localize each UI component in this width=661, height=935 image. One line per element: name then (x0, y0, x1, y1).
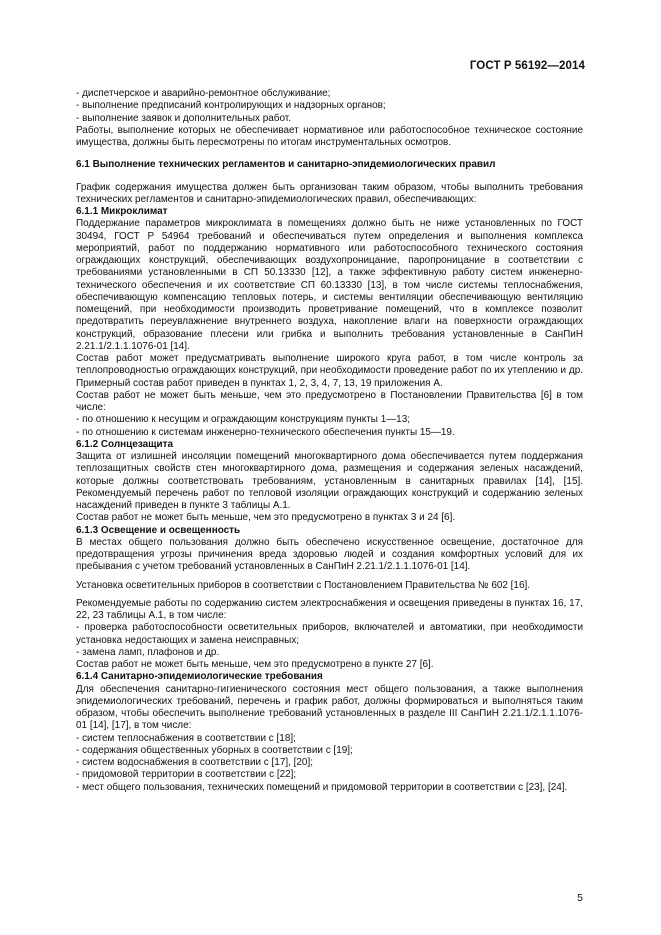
body-paragraph: - содержания общественных уборных в соответствии с [19]; (76, 744, 353, 756)
body-paragraph: - по отношению к системам инженерно-технического обеспечения пункты 15—19. (76, 426, 455, 438)
body-paragraph: - систем теплоснабжения в соответствии с [18]; (76, 732, 296, 744)
document-header-id: ГОСТ Р 56192—2014 (469, 60, 585, 72)
body-paragraph: - по отношению к несущим и ограждающим конструкциям пункты 1—13; (76, 414, 410, 426)
document-body (76, 88, 583, 794)
body-paragraph: - выполнение предписаний контролирующих и надзорных органов; (76, 100, 386, 112)
body-paragraph: Состав работ может предусматривать выполнение широкого круга работ, в том числе контроль за теплопроводностью ограждающих конструкций, при необходимости проведение работ по их утеплению и др. Примерный состав работ приведен в пунктах 1, 2, 3, 4, 7, 13, 19 приложения А. (76, 353, 583, 389)
body-paragraph: Установка осветительных приборов в соответствии с Постановлением Правительства № 602 [16]. (76, 579, 531, 591)
body-paragraph: - замена ламп, плафонов и др. (76, 646, 220, 658)
section-heading: 6.1.2 Солнцезащита (76, 438, 174, 450)
body-paragraph: - проверка работоспособности осветительных приборов, включателей и автоматики, при необходимости установка недостающих и замена неисправных; (76, 622, 583, 646)
page-number: 5 (577, 892, 583, 904)
body-paragraph: Состав работ не может быть меньше, чем это предусмотрено в пунктах 3 и 24 [6]. (76, 512, 456, 524)
body-paragraph: - систем водоснабжения в соответствии с [17], [20]; (76, 757, 313, 768)
body-paragraph: График содержания имущества должен быть организован таким образом, чтобы выполнить требования технических регламентов и санитарно-эпидемиологических правил, обеспечивающих: (76, 181, 583, 205)
body-paragraph: - мест общего пользования, технических помещений и придомовой территории в соответствии с [23], [24]. (76, 781, 568, 793)
body-paragraph: Защита от излишней инсоляции помещений многоквартирного дома обеспечивается путем поддержания теплозащитных свойств стен многоквартирного дома, размещения и содержания зеленых насаждений, которые должны соответствовать требованиям, установленным в санитарных правилах [14], [15]. Рекомендуемый перечень работ по тепловой изоляции ограждающих конструкций и содержанию зеленых насаждений приведен в пункте 3 таблицы А.1. (76, 451, 583, 511)
body-paragraph: Состав работ не может быть меньше, чем это предусмотрено в пункте 27 [6]. (76, 659, 434, 670)
body-paragraph: - выполнение заявок и дополнительных работ. (76, 112, 291, 124)
section-heading: 6.1 Выполнение технических регламентов и санитарно-эпидемиологических правил (76, 159, 496, 171)
body-paragraph: - диспетчерское и аварийно-ремонтное обслуживание; (76, 88, 331, 99)
body-paragraph: Поддержание параметров микроклимата в помещениях должно быть не ниже установленных по ГОСТ 30494, ГОСТ Р 54964 требований и обеспечиваться путем определения и выполнения комплекса мероприятий, работ по поддержанию нормативного или работоспособного технического состояния ограждающих конструкций, обеспечивающих воздухопроницание, паропроницание в соответствии с требованиями установленными в СП 50.13330 [12], а также эффективную работу систем инженерно-технического обеспечения и их соответствие СП 60.13330 [13], в том числе системы теплоснабжения, обеспечивающую компенсацию тепловых потерь, и системы вентиляции обеспечивающую вентиляцию помещений, при необходимости производить проветривание помещений, что в комплексе позволит предотвратить переувлажнение внутреннего воздуха, накопление влаги на поверхности ограждающих конструкций, образование плесени или грибка и выполнить требования установленные в СанПиН 2.21.1/2.1.1.1076-01 [14]. (76, 218, 583, 352)
section-heading: 6.1.3 Освещение и освещенность (76, 524, 241, 536)
body-paragraph: - придомовой территории в соответствии с [22]; (76, 769, 297, 781)
body-paragraph: Для обеспечения санитарно-гигиенического состояния мест общего пользования, а также выполнения эпидемиологических требований, перечень и график работ, должны формироваться и выполняться таким образом, чтобы обеспечить выполнение требований установленных в разделе III СанПиН 2.21.1/2.1.1.1076-01 [14], [17], в том числе: (76, 683, 583, 732)
body-paragraph: Состав работ не может быть меньше, чем это предусмотрено в Постановлении Правительства [6] в том числе: (76, 389, 583, 413)
body-paragraph: Работы, выполнение которых не обеспечивает нормативное или работоспособное техническое состояние имущества, должны быть пересмотрены по итогам инструментальных осмотров. (76, 124, 583, 148)
body-paragraph: В местах общего пользования должно быть обеспечено искусственное освещение, достаточное для предотвращения угрозы причинения вреда здоровью людей и создания комфортных условий для их пребывания с учетом требований установленных в СанПиН 2.21.1/2.1.1.1076-01 [14]. (76, 536, 583, 573)
body-paragraph: Рекомендуемые работы по содержанию систем электроснабжения и освещения приведены в пунктах 16, 17, 22, 23 таблицы А.1, в том числе: (76, 597, 583, 621)
section-heading: 6.1.4 Санитарно-эпидемиологические требования (76, 671, 323, 683)
section-heading: 6.1.1 Микроклимат (76, 206, 168, 217)
